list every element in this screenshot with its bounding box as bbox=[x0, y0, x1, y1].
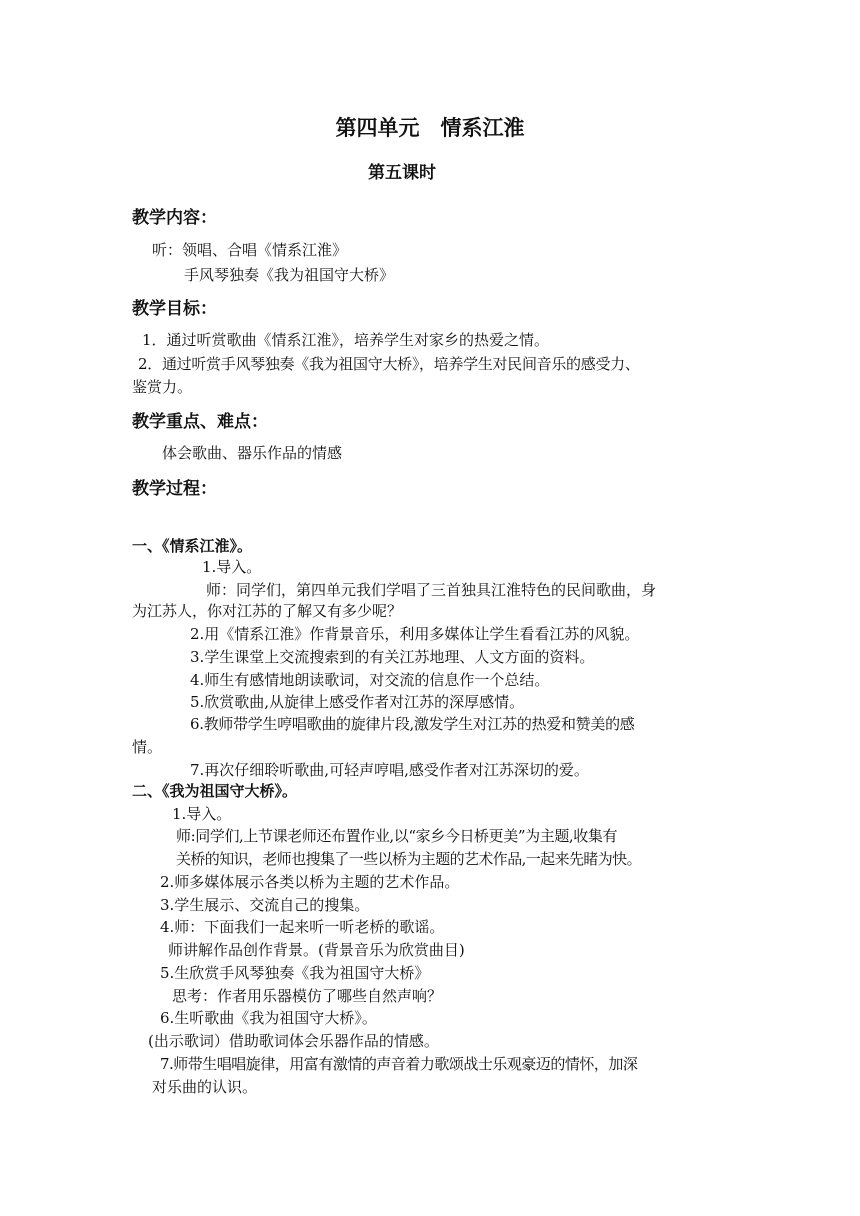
content-line: 听：领唱、合唱《情系江淮》 bbox=[152, 241, 348, 259]
goal-line: 鉴赏力。 bbox=[132, 378, 193, 396]
process-step: 5.生欣赏手风琴独奏《我为祖国守大桥》 bbox=[160, 964, 430, 982]
process-step: 6.教师带学生哼唱歌曲的旋律片段,激发学生对江苏的热爱和赞美的感 bbox=[190, 715, 635, 733]
process-step: 1.导入。 bbox=[172, 805, 232, 823]
process-step: 2.用《情系江淮》作背景音乐，利用多媒体让学生看看江苏的风貌。 bbox=[190, 625, 640, 643]
process-step: 6.生听歌曲《我为祖国守大桥》。 bbox=[160, 1009, 377, 1027]
process-step: 思考：作者用乐器模仿了哪些自然声响？ bbox=[172, 987, 443, 1005]
process-step: 师：同学们，第四单元我们学唱了三首独具江淮特色的民间歌曲，身 bbox=[206, 581, 657, 599]
section-heading-goals: 教学目标： bbox=[132, 299, 217, 319]
goal-line: 1．通过听赏歌曲《情系江淮》，培养学生对家乡的热爱之情。 bbox=[142, 331, 550, 349]
process-step: 7.再次仔细聆听歌曲,可轻声哼唱,感受作者对江苏深切的爱。 bbox=[190, 761, 589, 779]
page-title: 第四单元 情系江淮 bbox=[335, 116, 525, 140]
process-part-title: 二、《我为祖国守大桥》。 bbox=[132, 782, 298, 800]
process-step: 4.师生有感情地朗读歌词，对交流的信息作一个总结。 bbox=[190, 671, 550, 689]
process-step: 关桥的知识，老师也搜集了一些以桥为主题的艺术作品,一起来先睹为快。 bbox=[176, 850, 641, 868]
process-part-title: 一、《情系江淮》。 bbox=[132, 537, 253, 555]
process-step: 情。 bbox=[132, 738, 163, 756]
process-step: 对乐曲的认识。 bbox=[152, 1078, 258, 1096]
process-step: 1.导入。 bbox=[202, 558, 262, 576]
section-heading-process: 教学过程： bbox=[132, 479, 217, 499]
process-step: 师讲解作品创作背景。(背景音乐为欣赏曲目) bbox=[168, 941, 465, 959]
process-step: 为江苏人，你对江苏的了解又有多少呢？ bbox=[132, 602, 403, 620]
process-step: (出示歌词）借助歌词体会乐器作品的情感。 bbox=[148, 1032, 439, 1050]
process-step: 3.学生展示、交流自己的搜集。 bbox=[160, 896, 370, 914]
goal-line: 2．通过听赏手风琴独奏《我为祖国守大桥》，培养学生对民间音乐的感受力、 bbox=[138, 355, 640, 373]
key-point-line: 体会歌曲、器乐作品的情感 bbox=[162, 444, 343, 462]
section-heading-content: 教学内容： bbox=[132, 208, 217, 228]
process-step: 2.师多媒体展示各类以桥为主题的艺术作品。 bbox=[160, 873, 460, 891]
lesson-subtitle: 第五课时 bbox=[368, 163, 436, 183]
content-line: 手风琴独奏《我为祖国守大桥》 bbox=[184, 266, 395, 284]
process-step: 师:同学们,上节课老师还布置作业,以“家乡今日桥更美”为主题,收集有 bbox=[176, 827, 618, 845]
section-heading-key-points: 教学重点、难点： bbox=[132, 412, 268, 432]
process-step: 5.欣赏歌曲,从旋律上感受作者对江苏的深厚感情。 bbox=[190, 693, 525, 711]
process-step: 4.师：下面我们一起来听一听老桥的歌谣。 bbox=[160, 918, 445, 936]
process-step: 7.师带生唱唱旋律，用富有激情的声音着力歌颂战士乐观豪迈的情怀，加深 bbox=[160, 1055, 638, 1073]
process-step: 3.学生课堂上交流搜索到的有关江苏地理、人文方面的资料。 bbox=[190, 648, 595, 666]
